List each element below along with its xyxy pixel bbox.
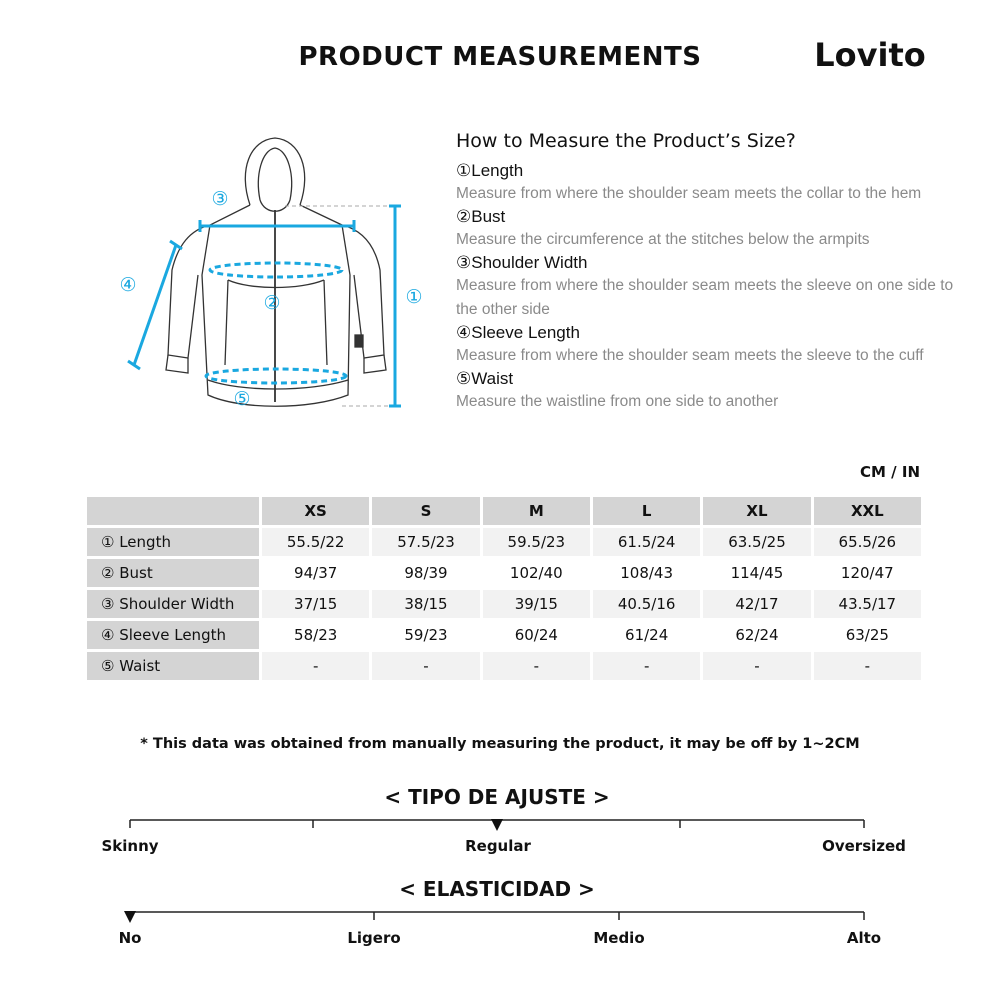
table-cell: 102/40 [483,559,590,587]
fit-label-oversized: Oversized [822,837,906,855]
jacket-diagram [110,130,440,420]
row-label: ④ Sleeve Length [87,621,259,649]
table-cell: 58/23 [262,621,369,649]
table-cell: 37/15 [262,590,369,618]
table-row [87,528,921,556]
row-label: ② Bust [87,559,259,587]
guide-title-waist: ⑤Waist [456,369,514,388]
table-cell: - [814,652,921,680]
guide-title-bust: ②Bust [456,207,506,226]
elasticity-label-no: No [118,929,142,947]
size-header: L [593,497,700,525]
table-row [87,652,921,680]
guide-title-shoulder: ③Shoulder Width [456,253,588,272]
table-cell: - [483,652,590,680]
marker-sleeve: ④ [119,274,137,296]
measurement-note: * This data was obtained from manually measuring the product, it may be off by 1~2CM [140,736,860,752]
size-table [84,494,924,683]
table-cell: 62/24 [703,621,810,649]
size-header: XXL [814,497,921,525]
guide-desc-waist: Measure the waistline from one side to another [456,393,779,410]
row-label: ① Length [87,528,259,556]
guide-desc-sleeve: Measure from where the shoulder seam meets the sleeve to the cuff [456,347,924,364]
row-label: ⑤ Waist [87,652,259,680]
table-cell: 38/15 [372,590,479,618]
table-cell: - [703,652,810,680]
elasticity-scale-bar [0,902,1000,932]
table-cell: 40.5/16 [593,590,700,618]
table-cell: 59/23 [372,621,479,649]
guide-title-length: ①Length [456,161,524,180]
jacket-outline [166,138,386,406]
table-cell: 65.5/26 [814,528,921,556]
table-cell: 39/15 [483,590,590,618]
elasticity-label-medio: Medio [593,929,645,947]
guide-desc-bust: Measure the circumference at the stitches below the armpits [456,231,870,248]
guide-desc-length: Measure from where the shoulder seam meets the collar to the hem [456,185,922,202]
table-cell: 98/39 [372,559,479,587]
table-cell: 55.5/22 [262,528,369,556]
table-cell: 120/47 [814,559,921,587]
table-cell: 114/45 [703,559,810,587]
table-cell: 61/24 [593,621,700,649]
table-header-row [87,497,921,525]
table-cell: - [262,652,369,680]
table-cell: 61.5/24 [593,528,700,556]
guide-desc-shoulder: Measure from where the shoulder seam meets the sleeve on one side to the other side [456,277,954,318]
table-cell: - [593,652,700,680]
size-header: S [372,497,479,525]
table-cell: 63.5/25 [703,528,810,556]
table-row [87,559,921,587]
table-corner [87,497,259,525]
guide-heading: How to Measure the Product’s Size? [456,130,796,152]
elasticity-label-ligero: Ligero [347,929,401,947]
fit-label-regular: Regular [465,837,531,855]
fit-label-skinny: Skinny [101,837,159,855]
elasticity-label-alto: Alto [846,929,882,947]
table-cell: 63/25 [814,621,921,649]
fit-scale-title: < TIPO DE AJUSTE > [384,785,610,809]
size-header: M [483,497,590,525]
fit-scale-bar [0,810,1000,840]
marker-bust: ② [263,292,281,314]
table-row [87,590,921,618]
brand-logo: Lovito [814,36,926,74]
marker-length: ① [405,286,423,308]
table-row [87,621,921,649]
marker-waist: ⑤ [233,388,251,410]
marker-shoulder: ③ [211,188,229,210]
fit-selected-marker [491,819,503,831]
table-cell: 57.5/23 [372,528,479,556]
table-cell: 60/24 [483,621,590,649]
table-cell: 108/43 [593,559,700,587]
elasticity-scale-title: < ELASTICIDAD > [399,877,595,901]
measure-guide [456,130,986,414]
table-cell: 59.5/23 [483,528,590,556]
size-header: XL [703,497,810,525]
guide-title-sleeve: ④Sleeve Length [456,323,580,342]
size-header: XS [262,497,369,525]
table-cell: 43.5/17 [814,590,921,618]
page-title: PRODUCT MEASUREMENTS [298,42,702,72]
table-cell: - [372,652,479,680]
row-label: ③ Shoulder Width [87,590,259,618]
unit-label: CM / IN [860,463,920,481]
table-cell: 94/37 [262,559,369,587]
elasticity-selected-marker [124,911,136,923]
table-cell: 42/17 [703,590,810,618]
